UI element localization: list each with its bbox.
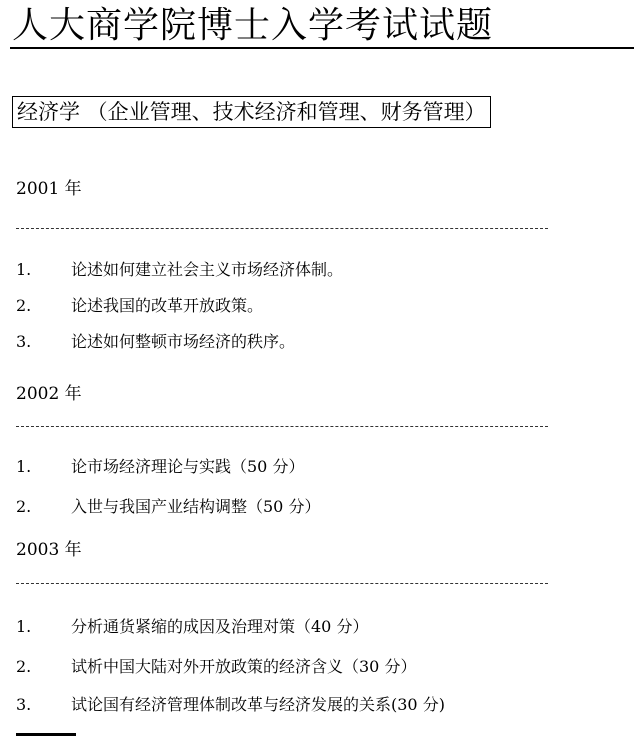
question-number: 2.: [16, 497, 32, 516]
question-text: 试析中国大陆对外开放政策的经济含义（30 分）: [71, 657, 417, 676]
dashed-separator: [16, 583, 548, 584]
question-number: 1.: [16, 260, 32, 279]
question-text: 论述如何整顿市场经济的秩序。: [71, 332, 296, 351]
question-text: 入世与我国产业结构调整（50 分）: [71, 497, 321, 516]
question-number: 2.: [16, 296, 32, 315]
year-label: 2002 年: [16, 384, 82, 404]
cut-off-next-line: [16, 730, 86, 737]
dashed-separator: [16, 228, 548, 229]
question-number: 3.: [16, 695, 32, 714]
question-text: 论述我国的改革开放政策。: [71, 296, 264, 315]
subject-heading: 经济学 （企业管理、技术经济和管理、财务管理）: [12, 96, 491, 128]
dashed-separator: [16, 426, 548, 427]
question-number: 2.: [16, 657, 32, 676]
question-number: 1.: [16, 457, 32, 476]
year-label: 2001 年: [16, 179, 82, 199]
question-number: 1.: [16, 617, 32, 636]
question-text: 试论国有经济管理体制改革与经济发展的关系(30 分): [71, 695, 445, 714]
question-text: 论市场经济理论与实践（50 分）: [71, 457, 305, 476]
title-underline: [10, 47, 634, 49]
question-text: 分析通货紧缩的成因及治理对策（40 分）: [71, 617, 369, 636]
page-title: 人大商学院博士入学考试试题: [12, 5, 494, 46]
year-label: 2003 年: [16, 540, 82, 560]
question-number: 3.: [16, 332, 32, 351]
question-text: 论述如何建立社会主义市场经济体制。: [71, 260, 344, 279]
